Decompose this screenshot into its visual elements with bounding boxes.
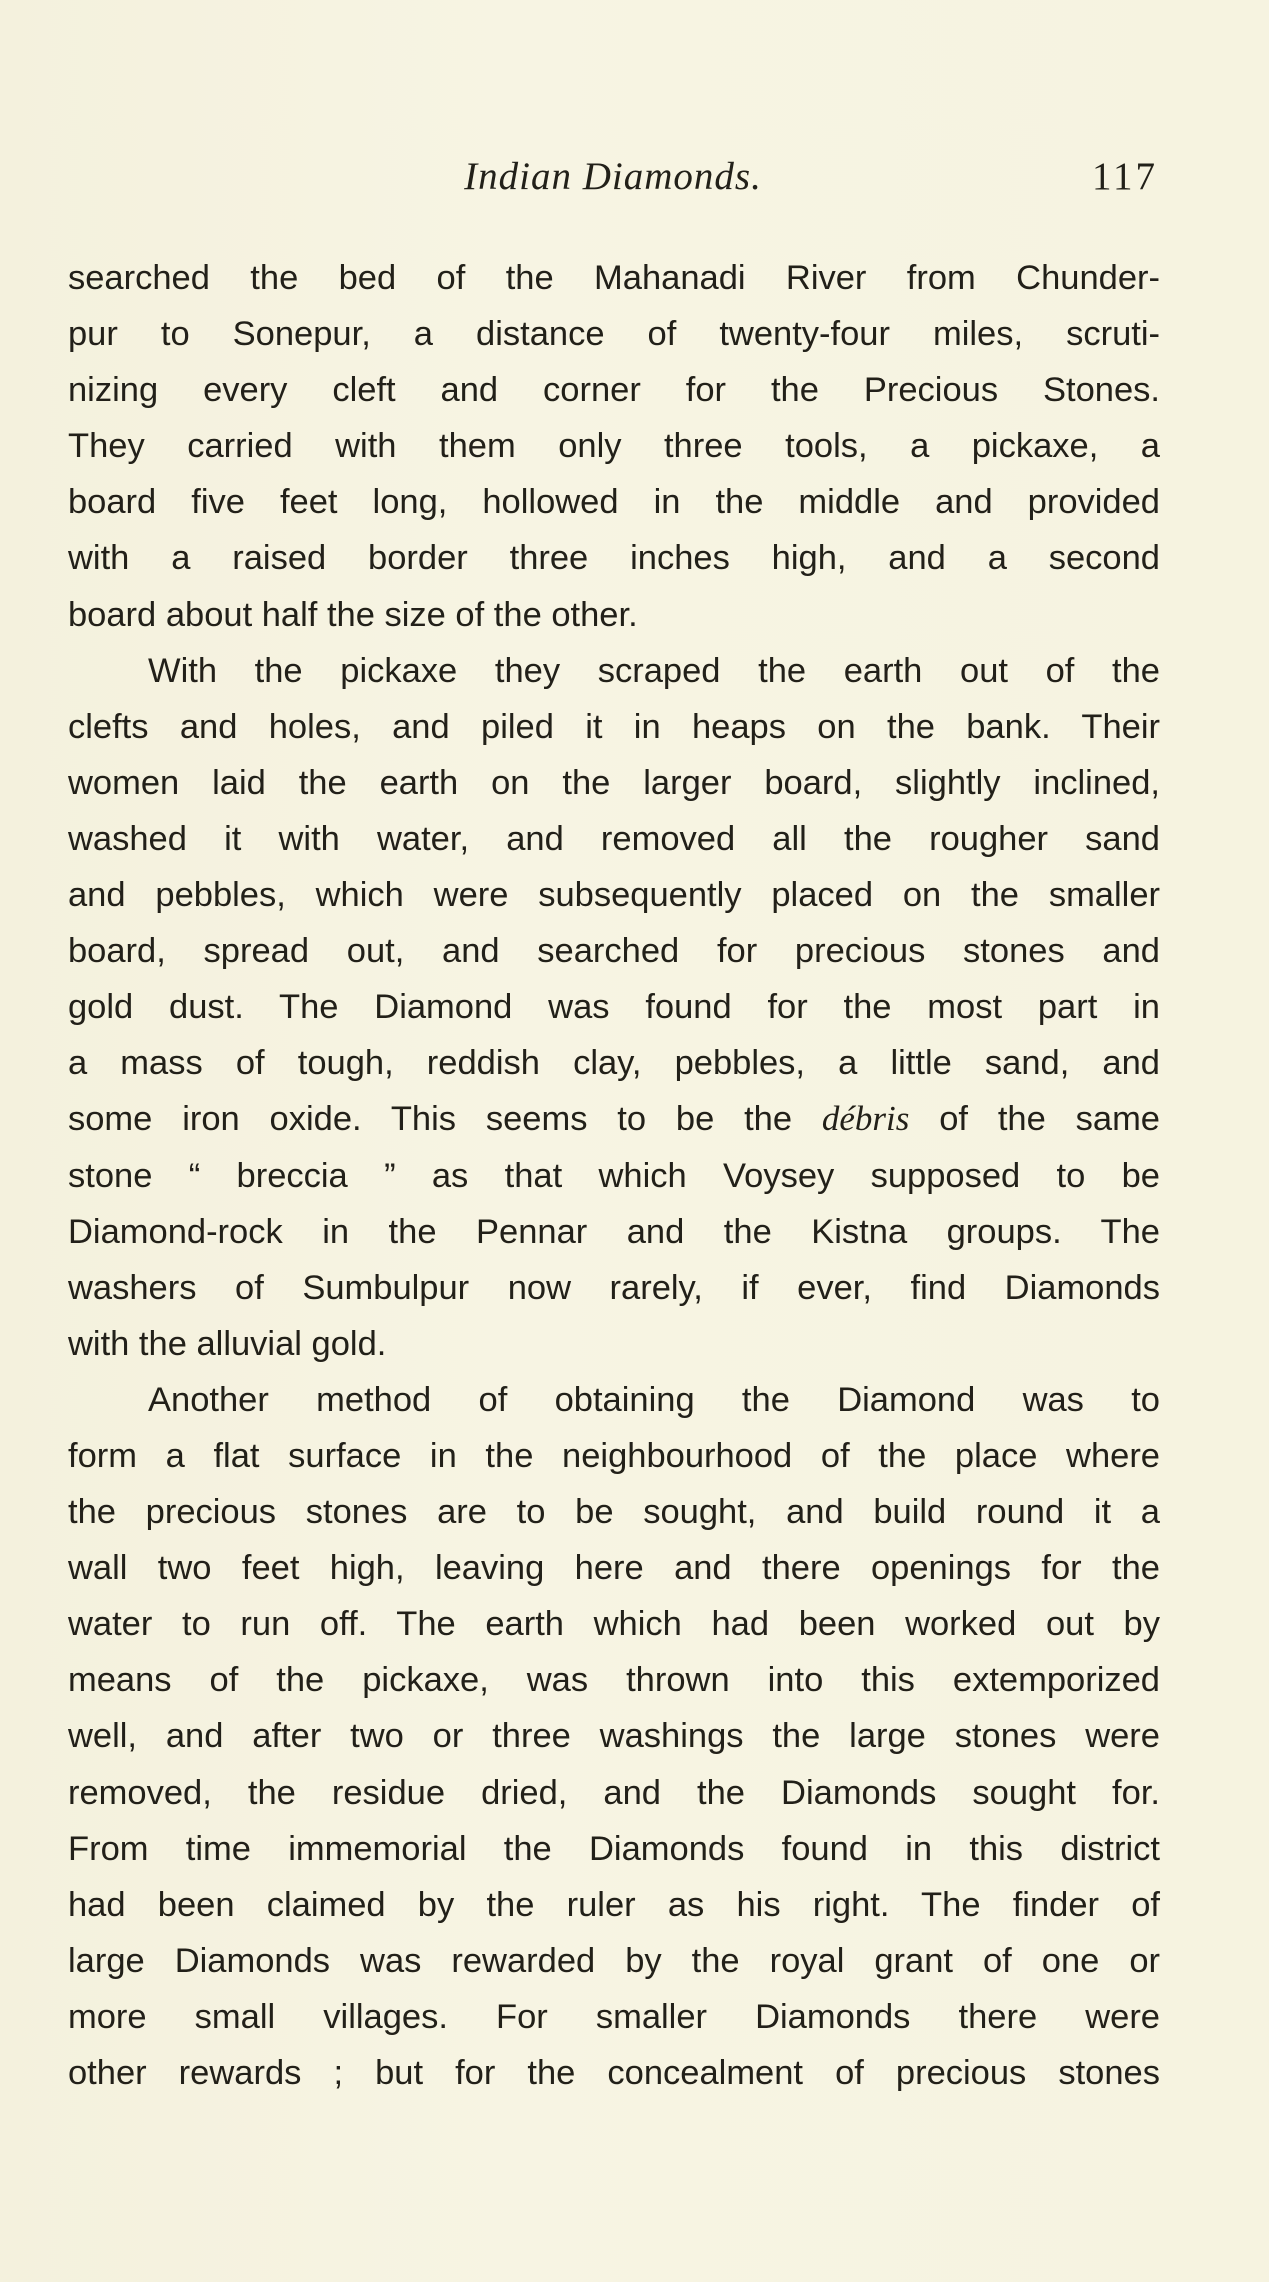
text-line: a mass of tough, reddish clay, pebbles, a little sand, and	[68, 1044, 1160, 1083]
text-line: Another method of obtaining the Diamond was to	[148, 1380, 1160, 1419]
text-line: large Diamonds was rewarded by the royal grant of one or	[68, 1941, 1160, 1980]
text-line: removed, the residue dried, and the Diamonds sought for.	[68, 1773, 1160, 1812]
text-line: gold dust. The Diamond was found for the most part in	[68, 988, 1160, 1027]
text-line: wall two feet high, leaving here and there openings for the	[68, 1549, 1160, 1588]
text-segment: of the same	[939, 1100, 1160, 1139]
text-line: the precious stones are to be sought, and build round it a	[68, 1493, 1160, 1532]
text-line: washers of Sumbulpur now rarely, if ever, find Diamonds	[68, 1268, 1160, 1307]
text-line: and pebbles, which were subsequently placed on the smaller	[68, 876, 1160, 915]
text-line: nizing every cleft and corner for the Precious Stones.	[68, 371, 1160, 410]
text-line: board about half the size of the other.	[68, 595, 638, 634]
text-line: with a raised border three inches high, and a second	[68, 539, 1160, 578]
text-line: board, spread out, and searched for precious stones and	[68, 932, 1160, 971]
text-line: stone “ breccia ” as that which Voysey supposed to be	[68, 1156, 1160, 1195]
text-line: washed it with water, and removed all the rougher sand	[68, 819, 1160, 858]
text-line: water to run off. The earth which had been worked out by	[68, 1605, 1160, 1644]
text-line: clefts and holes, and piled it in heaps on the bank. Their	[68, 707, 1160, 746]
text-line: board five feet long, hollowed in the middle and provided	[68, 483, 1160, 522]
text-line: They carried with them only three tools, a pickaxe, a	[68, 427, 1160, 466]
text-line: means of the pickaxe, was thrown into this extemporized	[68, 1661, 1160, 1700]
text-line: pur to Sonepur, a distance of twenty-four miles, scruti-	[68, 315, 1160, 354]
text-segment: some iron oxide. This seems to be the	[68, 1100, 793, 1139]
page-number: 117	[1091, 155, 1158, 198]
text-line-with-italic	[68, 1091, 1160, 1147]
text-line: searched the bed of the Mahanadi River from Chunder-	[68, 259, 1160, 297]
italic-word: débris	[821, 1099, 910, 1139]
running-title: Indian Diamonds.	[464, 155, 762, 198]
body-text	[68, 250, 1160, 2101]
text-line: other rewards ; but for the concealment of precious stones	[68, 2054, 1160, 2092]
running-head	[68, 150, 1158, 200]
text-line: women laid the earth on the larger board, slightly inclined,	[68, 763, 1160, 802]
text-line: With the pickaxe they scraped the earth out of the	[148, 651, 1160, 690]
text-line: Diamond-rock in the Pennar and the Kistna groups. The	[68, 1212, 1160, 1251]
text-line: with the alluvial gold.	[68, 1324, 387, 1363]
text-line: had been claimed by the ruler as his right. The finder of	[68, 1885, 1160, 1924]
text-line: From time immemorial the Diamonds found in this district	[68, 1829, 1160, 1868]
text-line: well, and after two or three washings the large stones were	[68, 1717, 1160, 1756]
text-line: more small villages. For smaller Diamonds there were	[68, 1997, 1160, 2036]
text-line: form a flat surface in the neighbourhood of the place where	[68, 1436, 1160, 1475]
